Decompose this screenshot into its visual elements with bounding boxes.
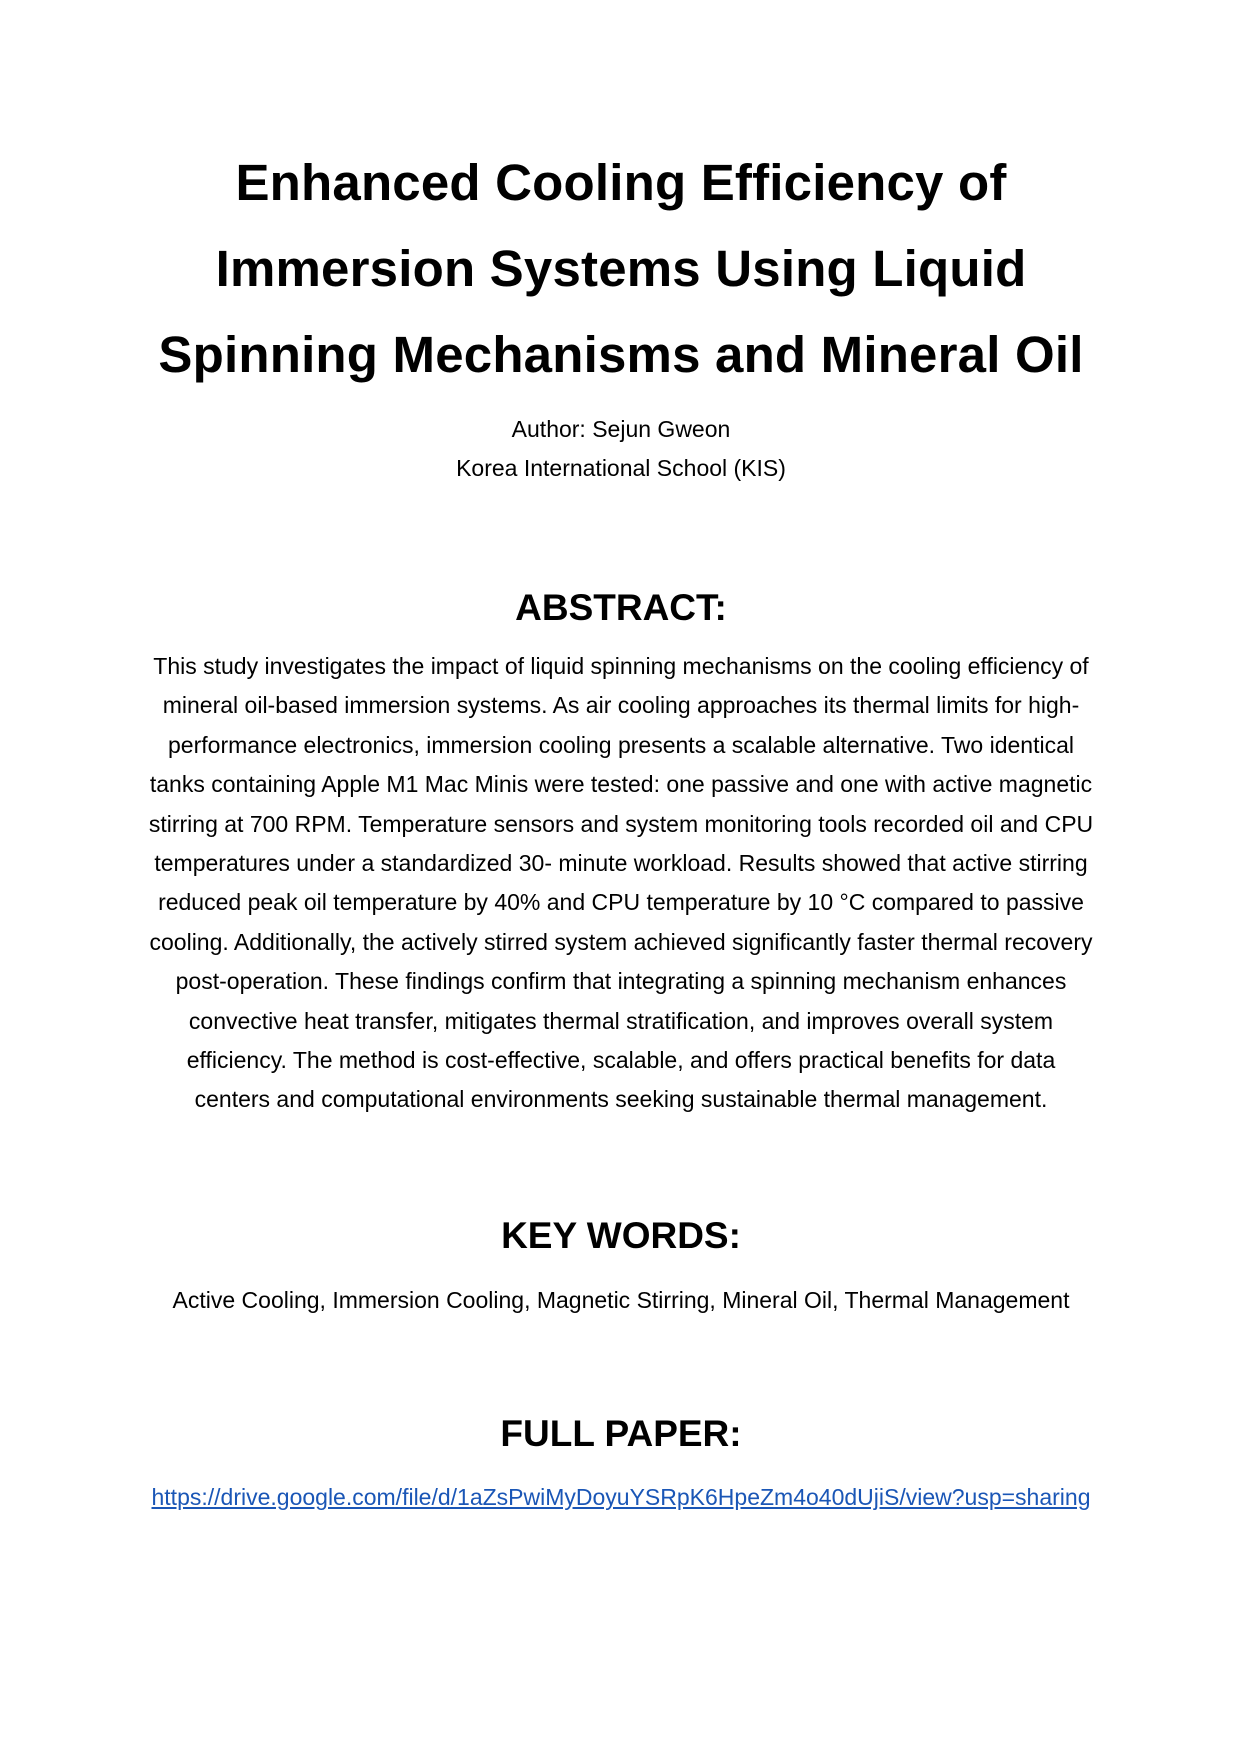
keywords-heading: KEY WORDS:	[501, 1215, 741, 1256]
paper-title: Enhanced Cooling Efficiency of Immersion Systems Using Liquid Spinning Mechanisms and Mineral Oil	[158, 154, 1084, 383]
abstract-text: This study investigates the impact of liquid spinning mechanisms on the cooling efficiency of mineral oil-based immersion systems. As air cooling approaches its thermal limits for high-performance electronics, immersion cooling presents a scalable alternative. Two identical tanks containing Apple M1 Mac Minis were tested: one passive and one with active magnetic stirring at 700 RPM. Temperature sensors and system monitoring tools recorded oil and CPU temperatures under a standardized 30- minute workload. Results showed that active stirring reduced peak oil temperature by 40% and CPU temperature by 10 °C compared to passive cooling. Additionally, the actively stirred system achieved significantly faster thermal recovery post-operation. These findings confirm that integrating a spinning mechanism enhances convective heat transfer, mitigates thermal stratification, and improves overall system efficiency. The method is cost-effective, scalable, and offers practical benefits for data centers and computational environments seeking sustainable thermal management.	[148, 653, 1094, 1113]
author-name: Author: Sejun Gweon	[511, 416, 731, 442]
full-paper-link[interactable]: https://drive.google.com/file/d/1aZsPwiMyDoyuYSRpK6HpeZm4o40dUjiS/view?usp=sharing	[151, 1484, 1091, 1510]
author-affiliation: Korea International School (KIS)	[456, 455, 786, 481]
abstract-heading: ABSTRACT:	[515, 587, 727, 628]
full-paper-heading: FULL PAPER:	[500, 1413, 742, 1454]
keywords-text: Active Cooling, Immersion Cooling, Magnetic Stirring, Mineral Oil, Thermal Management	[172, 1287, 1070, 1313]
full-paper-link-container	[120, 1478, 1122, 1517]
author-block	[120, 410, 1122, 488]
